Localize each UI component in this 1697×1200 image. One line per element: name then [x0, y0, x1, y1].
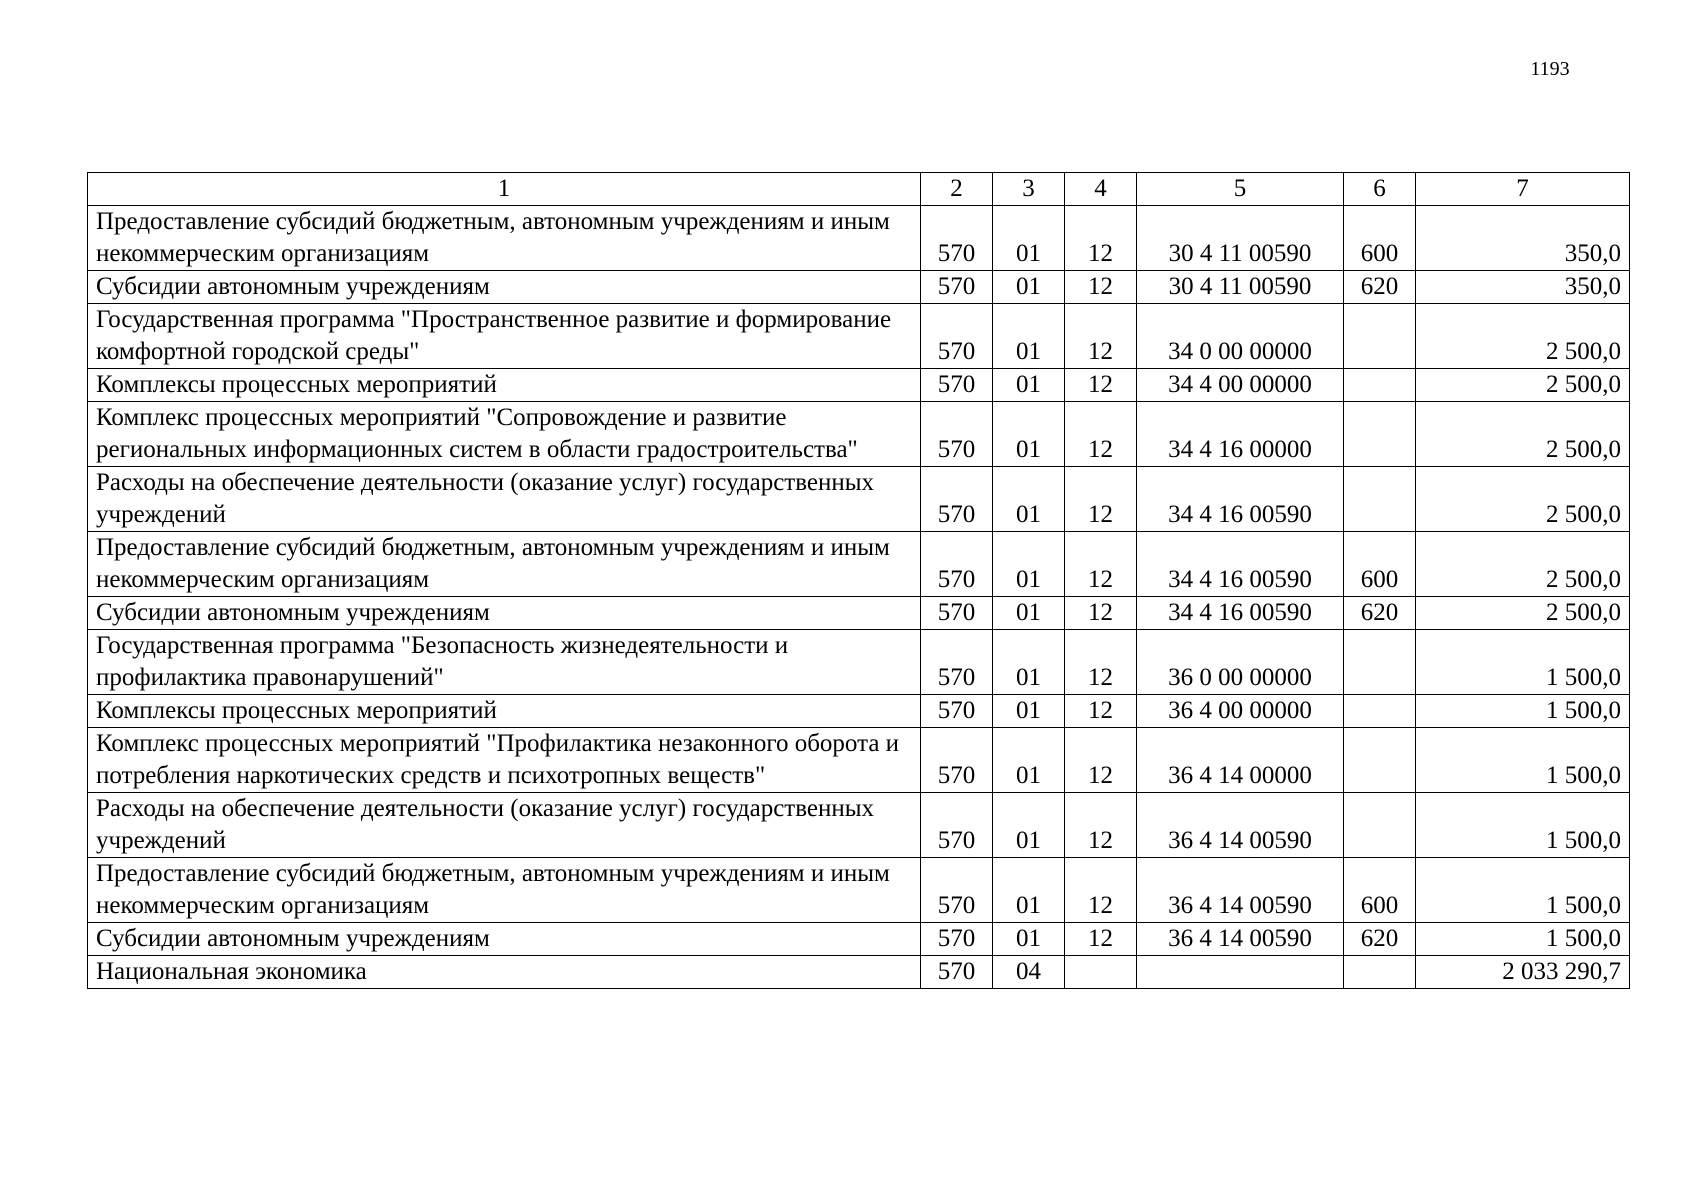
column-header-4: 4 — [1065, 173, 1137, 206]
column-header-3: 3 — [993, 173, 1065, 206]
column-header-6: 6 — [1344, 173, 1416, 206]
row-code-cell: 570 — [921, 956, 993, 989]
row-section-cell: 01 — [993, 728, 1065, 793]
row-code-cell: 570 — [921, 467, 993, 532]
row-amount-cell: 1 500,0 — [1416, 923, 1630, 956]
row-name-cell: Субсидии автономным учреждениям — [88, 923, 921, 956]
row-expense-type-cell — [1344, 956, 1416, 989]
row-section-cell: 01 — [993, 630, 1065, 695]
column-header-5: 5 — [1137, 173, 1344, 206]
row-section-cell: 01 — [993, 467, 1065, 532]
row-target-article-cell: 30 4 11 00590 — [1137, 206, 1344, 271]
table-row — [88, 597, 1630, 630]
row-target-article-cell: 36 4 14 00590 — [1137, 858, 1344, 923]
row-code-cell: 570 — [921, 369, 993, 402]
table-row — [88, 956, 1630, 989]
row-expense-type-cell — [1344, 728, 1416, 793]
row-name-cell: Расходы на обеспечение деятельности (оказание услуг) государственных учреждений — [88, 467, 921, 532]
row-code-cell: 570 — [921, 304, 993, 369]
row-expense-type-cell: 620 — [1344, 923, 1416, 956]
row-code-cell: 570 — [921, 532, 993, 597]
row-code-cell: 570 — [921, 695, 993, 728]
row-name-cell: Комплекс процессных мероприятий "Сопровождение и развитие региональных информационных систем в области градостроительства" — [88, 402, 921, 467]
table-row — [88, 271, 1630, 304]
row-subsection-cell: 12 — [1065, 532, 1137, 597]
table-row — [88, 630, 1630, 695]
table-row — [88, 467, 1630, 532]
table-row — [88, 728, 1630, 793]
table-row — [88, 695, 1630, 728]
row-section-cell: 01 — [993, 923, 1065, 956]
row-expense-type-cell: 600 — [1344, 532, 1416, 597]
row-expense-type-cell: 600 — [1344, 858, 1416, 923]
row-section-cell: 01 — [993, 695, 1065, 728]
row-name-cell: Комплексы процессных мероприятий — [88, 369, 921, 402]
row-subsection-cell: 12 — [1065, 467, 1137, 532]
row-amount-cell: 350,0 — [1416, 271, 1630, 304]
row-amount-cell: 2 500,0 — [1416, 532, 1630, 597]
row-name-cell: Предоставление субсидий бюджетным, автономным учреждениям и иным некоммерческим организациям — [88, 858, 921, 923]
page-number: 1193 — [1530, 58, 1570, 80]
row-subsection-cell: 12 — [1065, 923, 1137, 956]
row-expense-type-cell — [1344, 695, 1416, 728]
row-subsection-cell: 12 — [1065, 695, 1137, 728]
row-expense-type-cell — [1344, 369, 1416, 402]
row-target-article-cell: 36 4 14 00590 — [1137, 923, 1344, 956]
row-target-article-cell: 30 4 11 00590 — [1137, 271, 1344, 304]
row-target-article-cell: 34 4 16 00590 — [1137, 532, 1344, 597]
row-subsection-cell: 12 — [1065, 402, 1137, 467]
row-target-article-cell: 34 0 00 00000 — [1137, 304, 1344, 369]
row-section-cell: 01 — [993, 597, 1065, 630]
row-amount-cell: 1 500,0 — [1416, 695, 1630, 728]
row-code-cell: 570 — [921, 206, 993, 271]
row-section-cell: 01 — [993, 402, 1065, 467]
row-subsection-cell: 12 — [1065, 630, 1137, 695]
row-name-cell: Предоставление субсидий бюджетным, автономным учреждениям и иным некоммерческим организациям — [88, 206, 921, 271]
row-subsection-cell: 12 — [1065, 728, 1137, 793]
row-target-article-cell: 34 4 16 00000 — [1137, 402, 1344, 467]
table-row — [88, 304, 1630, 369]
row-section-cell: 01 — [993, 206, 1065, 271]
row-target-article-cell: 36 4 14 00000 — [1137, 728, 1344, 793]
table-row — [88, 402, 1630, 467]
row-code-cell: 570 — [921, 271, 993, 304]
table-row — [88, 532, 1630, 597]
row-amount-cell: 2 500,0 — [1416, 369, 1630, 402]
row-code-cell: 570 — [921, 402, 993, 467]
row-code-cell: 570 — [921, 728, 993, 793]
row-target-article-cell: 34 4 16 00590 — [1137, 597, 1344, 630]
row-amount-cell: 1 500,0 — [1416, 728, 1630, 793]
row-target-article-cell: 36 4 14 00590 — [1137, 793, 1344, 858]
row-amount-cell: 1 500,0 — [1416, 630, 1630, 695]
row-name-cell: Комплекс процессных мероприятий "Профилактика незаконного оборота и потребления наркотических средств и психотропных веществ" — [88, 728, 921, 793]
row-expense-type-cell — [1344, 402, 1416, 467]
row-name-cell: Национальная экономика — [88, 956, 921, 989]
row-code-cell: 570 — [921, 597, 993, 630]
row-amount-cell: 2 033 290,7 — [1416, 956, 1630, 989]
row-section-cell: 01 — [993, 858, 1065, 923]
row-target-article-cell: 36 4 00 00000 — [1137, 695, 1344, 728]
budget-table — [87, 172, 1630, 989]
row-target-article-cell: 36 0 00 00000 — [1137, 630, 1344, 695]
row-expense-type-cell: 620 — [1344, 271, 1416, 304]
row-amount-cell: 2 500,0 — [1416, 304, 1630, 369]
row-name-cell: Субсидии автономным учреждениям — [88, 597, 921, 630]
table-header-row — [88, 173, 1630, 206]
row-amount-cell: 2 500,0 — [1416, 402, 1630, 467]
row-target-article-cell — [1137, 956, 1344, 989]
row-target-article-cell: 34 4 00 00000 — [1137, 369, 1344, 402]
row-section-cell: 01 — [993, 369, 1065, 402]
row-amount-cell: 1 500,0 — [1416, 793, 1630, 858]
table-row — [88, 206, 1630, 271]
column-header-2: 2 — [921, 173, 993, 206]
row-section-cell: 04 — [993, 956, 1065, 989]
row-expense-type-cell: 620 — [1344, 597, 1416, 630]
row-expense-type-cell — [1344, 793, 1416, 858]
row-name-cell: Государственная программа "Безопасность жизнедеятельности и профилактика правонарушений" — [88, 630, 921, 695]
row-section-cell: 01 — [993, 271, 1065, 304]
row-code-cell: 570 — [921, 923, 993, 956]
table-row — [88, 369, 1630, 402]
row-subsection-cell: 12 — [1065, 271, 1137, 304]
column-header-7: 7 — [1416, 173, 1630, 206]
row-subsection-cell: 12 — [1065, 858, 1137, 923]
row-code-cell: 570 — [921, 793, 993, 858]
row-amount-cell: 2 500,0 — [1416, 467, 1630, 532]
row-name-cell: Государственная программа "Пространственное развитие и формирование комфортной городской среды" — [88, 304, 921, 369]
column-header-1: 1 — [88, 173, 921, 206]
row-expense-type-cell — [1344, 467, 1416, 532]
row-code-cell: 570 — [921, 858, 993, 923]
row-subsection-cell: 12 — [1065, 206, 1137, 271]
row-amount-cell: 1 500,0 — [1416, 858, 1630, 923]
table-row — [88, 858, 1630, 923]
row-subsection-cell — [1065, 956, 1137, 989]
row-section-cell: 01 — [993, 793, 1065, 858]
table-row — [88, 923, 1630, 956]
row-expense-type-cell — [1344, 304, 1416, 369]
row-subsection-cell: 12 — [1065, 369, 1137, 402]
row-expense-type-cell: 600 — [1344, 206, 1416, 271]
row-subsection-cell: 12 — [1065, 597, 1137, 630]
table-row — [88, 793, 1630, 858]
row-amount-cell: 2 500,0 — [1416, 597, 1630, 630]
row-name-cell: Субсидии автономным учреждениям — [88, 271, 921, 304]
row-name-cell: Предоставление субсидий бюджетным, автономным учреждениям и иным некоммерческим организациям — [88, 532, 921, 597]
row-name-cell: Расходы на обеспечение деятельности (оказание услуг) государственных учреждений — [88, 793, 921, 858]
row-subsection-cell: 12 — [1065, 793, 1137, 858]
row-section-cell: 01 — [993, 304, 1065, 369]
row-expense-type-cell — [1344, 630, 1416, 695]
row-section-cell: 01 — [993, 532, 1065, 597]
table-body — [88, 173, 1630, 989]
row-name-cell: Комплексы процессных мероприятий — [88, 695, 921, 728]
row-target-article-cell: 34 4 16 00590 — [1137, 467, 1344, 532]
row-amount-cell: 350,0 — [1416, 206, 1630, 271]
row-subsection-cell: 12 — [1065, 304, 1137, 369]
row-code-cell: 570 — [921, 630, 993, 695]
